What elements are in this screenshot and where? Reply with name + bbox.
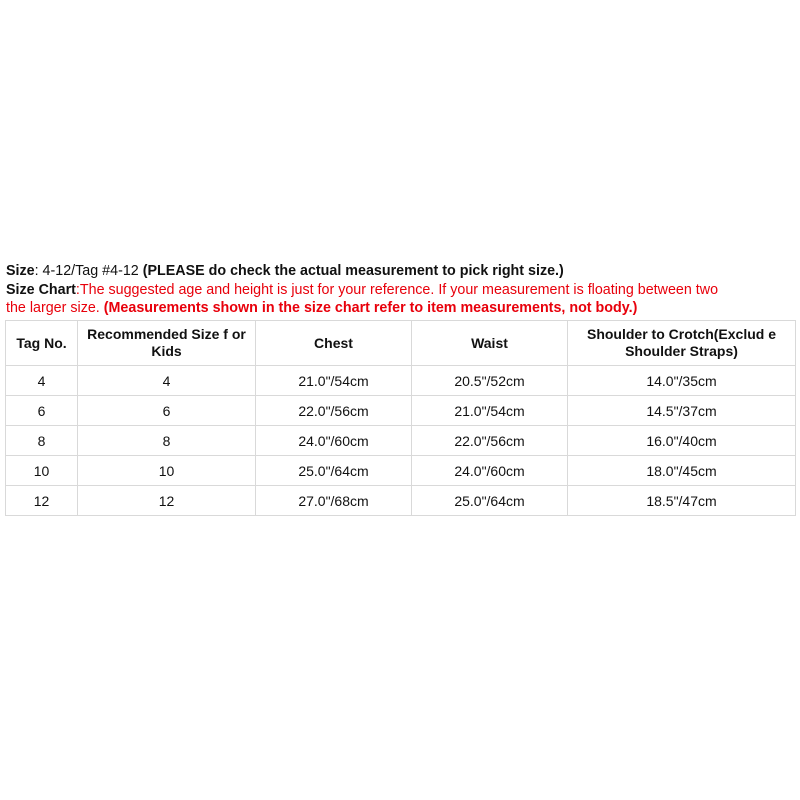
header-chest: Chest: [256, 321, 412, 366]
cell-chest: 21.0"/54cm: [256, 366, 412, 396]
cell-tag: 8: [6, 426, 78, 456]
size-chart-label: Size Chart: [6, 281, 76, 298]
cell-chest: 25.0"/64cm: [256, 456, 412, 486]
cell-tag: 10: [6, 456, 78, 486]
header-shoulder-to-crotch: Shoulder to Crotch(Exclud e Shoulder Straps): [568, 321, 796, 366]
header-recommended-size: Recommended Size f or Kids: [78, 321, 256, 366]
header-tag-no: Tag No.: [6, 321, 78, 366]
cell-chest: 27.0"/68cm: [256, 486, 412, 516]
cell-shoulder: 14.5"/37cm: [568, 396, 796, 426]
cell-tag: 12: [6, 486, 78, 516]
cell-chest: 22.0"/56cm: [256, 396, 412, 426]
cell-waist: 20.5"/52cm: [412, 366, 568, 396]
cell-shoulder: 18.5"/47cm: [568, 486, 796, 516]
table-row: [6, 426, 796, 456]
table-header-row: [6, 321, 796, 366]
size-chart-table: [5, 320, 796, 516]
cell-recommended: 10: [78, 456, 256, 486]
cell-shoulder: 16.0"/40cm: [568, 426, 796, 456]
cell-shoulder: 14.0"/35cm: [568, 366, 796, 396]
cell-chest: 24.0"/60cm: [256, 426, 412, 456]
table-row: [6, 366, 796, 396]
table-row: [6, 396, 796, 426]
cell-waist: 25.0"/64cm: [412, 486, 568, 516]
cell-waist: 21.0"/54cm: [412, 396, 568, 426]
cell-recommended: 6: [78, 396, 256, 426]
size-notes: [6, 262, 800, 318]
cell-recommended: 4: [78, 366, 256, 396]
cell-recommended: 8: [78, 426, 256, 456]
cell-waist: 22.0"/56cm: [412, 426, 568, 456]
size-chart-text-cont: the larger size.: [6, 300, 104, 316]
size-warning: (PLEASE do check the actual measurement to pick right size.): [142, 263, 564, 279]
size-chart-text: :The suggested age and height is just for your reference. If your measurement is floating between two: [75, 281, 719, 298]
cell-tag: 4: [6, 366, 78, 396]
size-chart-line: [6, 281, 800, 300]
size-label: Size: [6, 263, 35, 279]
size-chart-line-2: [6, 299, 800, 318]
cell-recommended: 12: [78, 486, 256, 516]
cell-waist: 24.0"/60cm: [412, 456, 568, 486]
cell-shoulder: 18.0"/45cm: [568, 456, 796, 486]
header-waist: Waist: [412, 321, 568, 366]
cell-tag: 6: [6, 396, 78, 426]
size-line: [6, 262, 800, 281]
size-value: : 4-12/Tag #4-12: [34, 263, 143, 279]
measurement-disclaimer: (Measurements shown in the size chart refer to item measurements, not body.): [103, 300, 638, 316]
table-row: [6, 486, 796, 516]
table-row: [6, 456, 796, 486]
